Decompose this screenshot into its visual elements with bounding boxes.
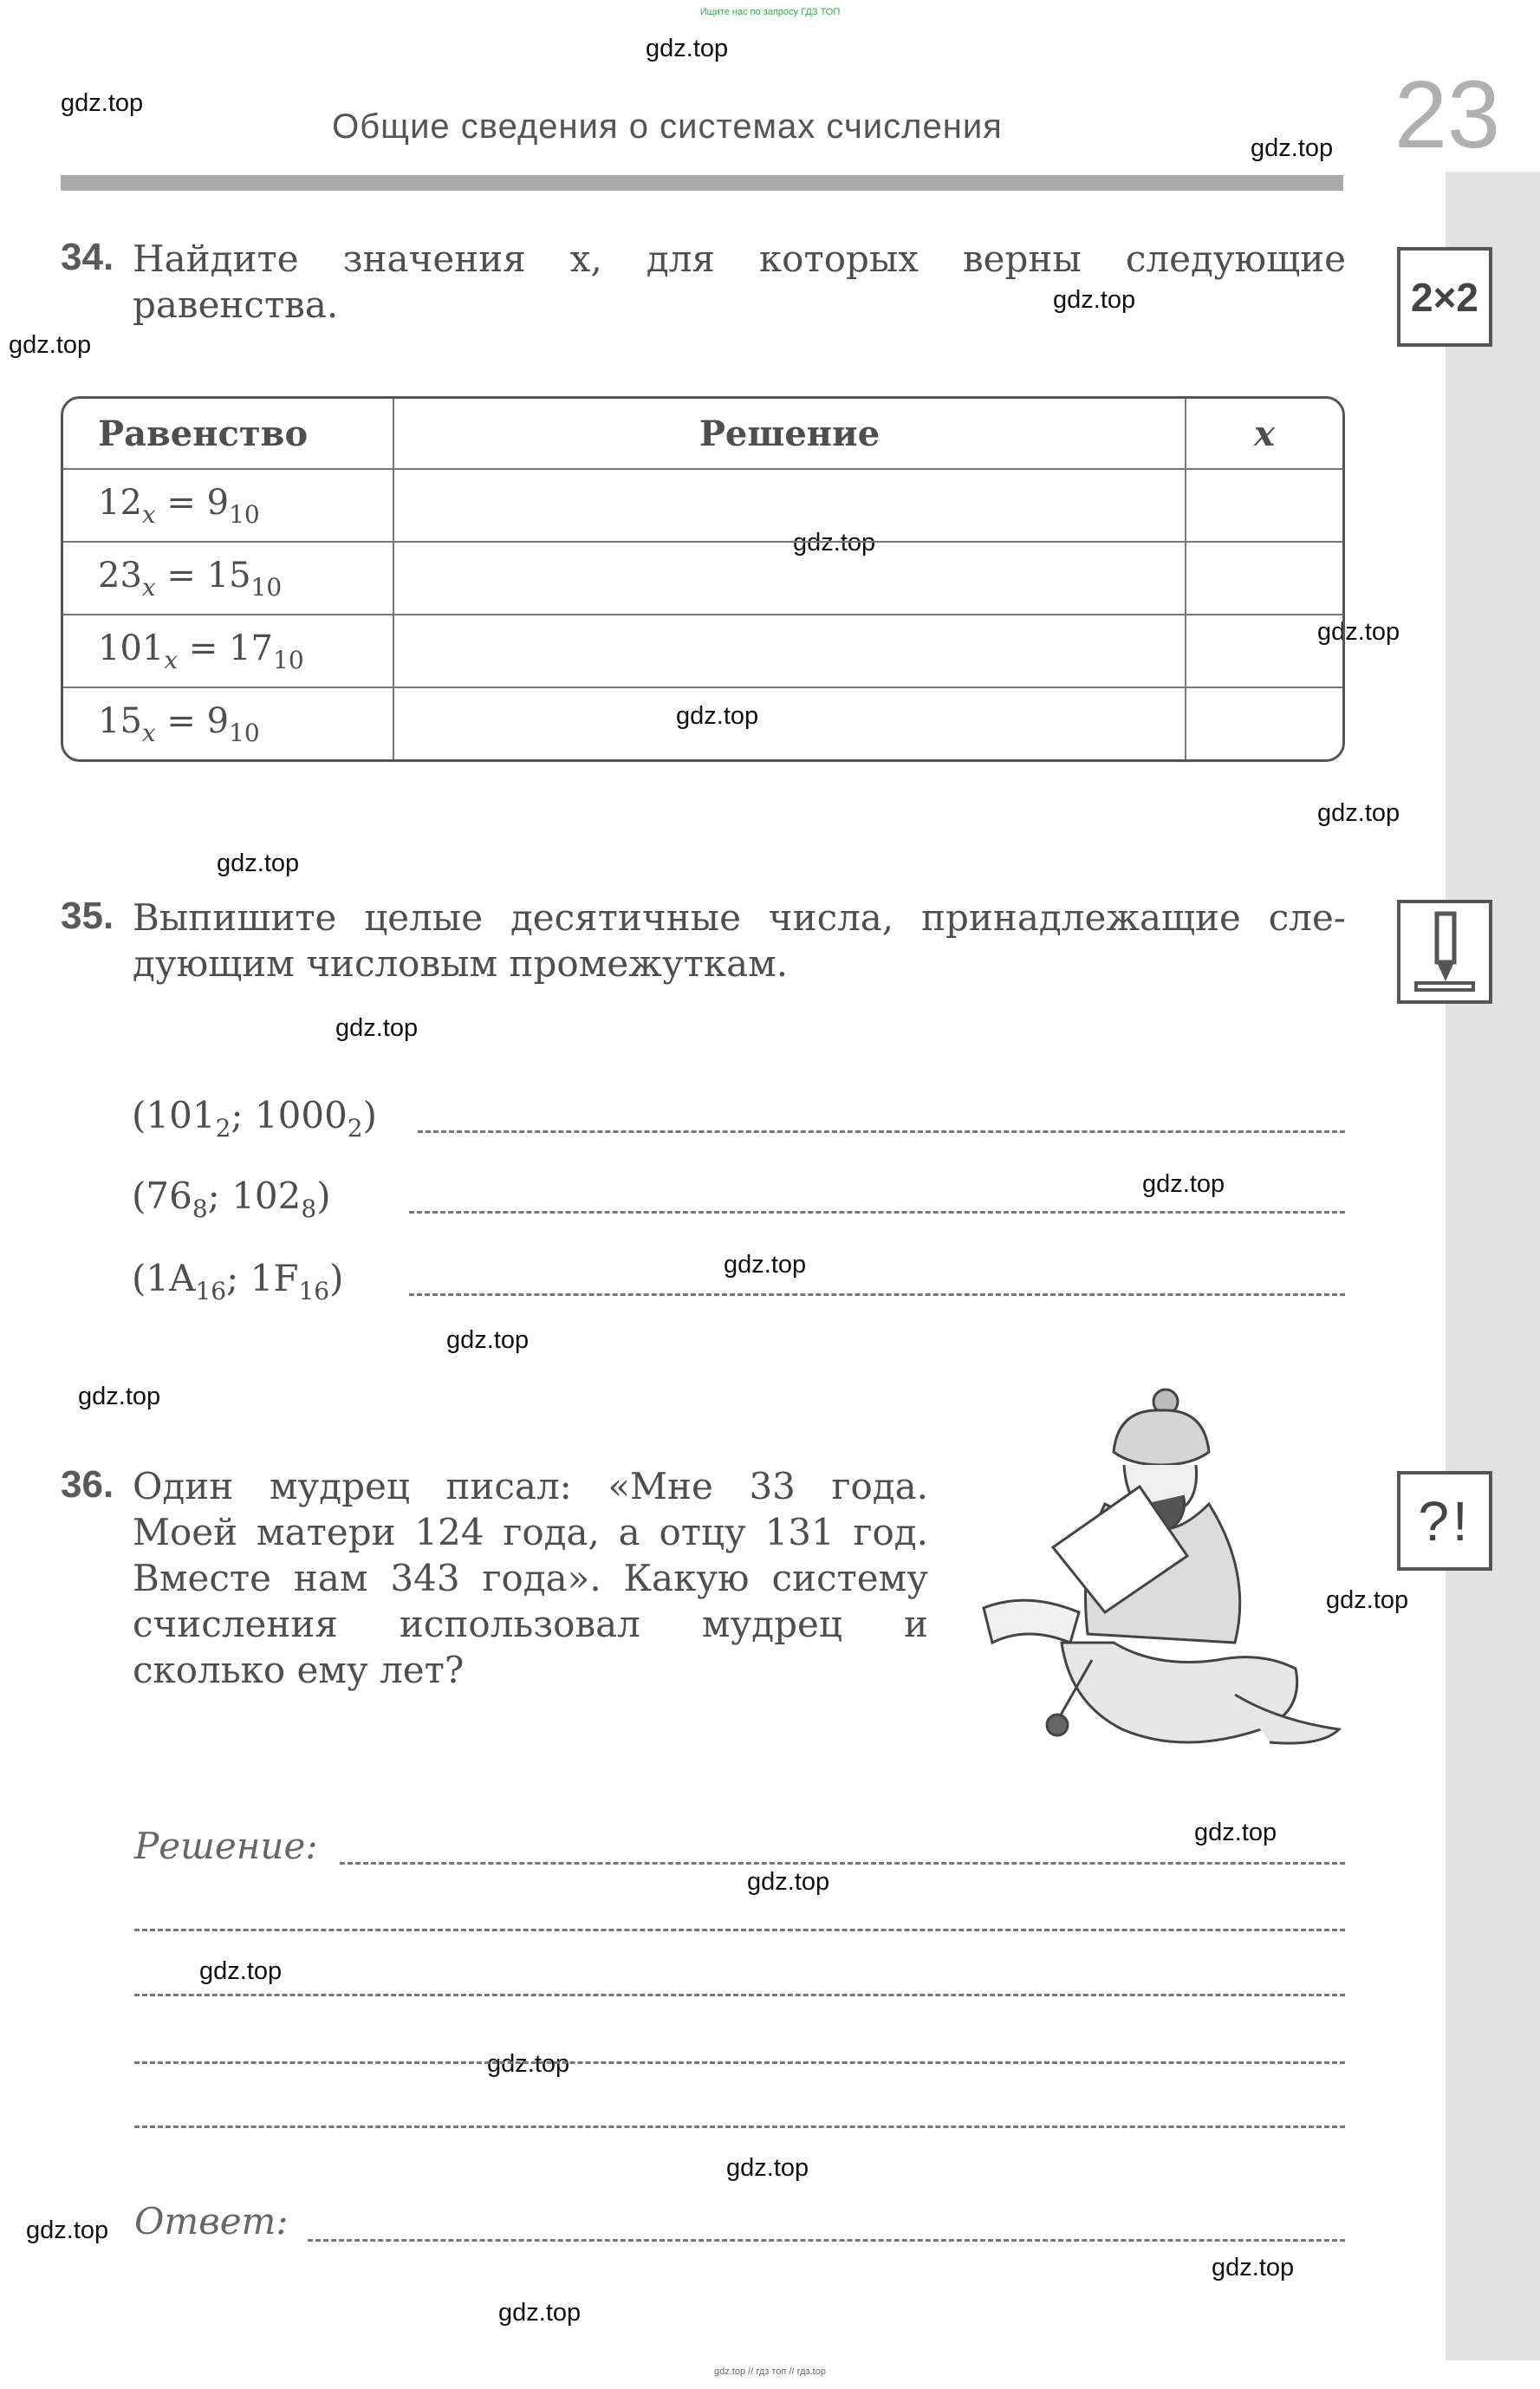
watermark: gdz.top (724, 1251, 807, 1279)
watermark: gdz.top (446, 1326, 530, 1354)
page-number: 23 (1394, 62, 1501, 168)
watermark: gdz.top (335, 1014, 419, 1042)
watermark: gdz.top (1212, 2254, 1295, 2282)
interval-row (132, 1094, 1345, 1146)
watermark: gdz.top (646, 35, 729, 62)
header-divider (61, 175, 1343, 191)
sage-illustration (975, 1383, 1356, 1781)
page-title: Общие сведения о системах счисления (332, 107, 1003, 146)
column-header-equality: Равенство (63, 399, 394, 470)
watermark: gdz.top (9, 331, 92, 359)
task-36-text-line: Один мудрец писал: «Мне 33 года. (133, 1465, 928, 1507)
watermark: gdz.top (1251, 134, 1334, 162)
solution-line[interactable] (134, 1994, 1345, 1996)
watermark: gdz.top (487, 2050, 570, 2078)
watermark: gdz.top (1194, 1819, 1277, 1846)
task-35-text-line2: дующим числовым промежуткам. (133, 942, 789, 985)
task-35-text-line1: Выпишите целые десятичные числа, принадлежащие сле- (133, 896, 1346, 939)
watermark: gdz.top (1142, 1170, 1225, 1198)
pencil-icon (1397, 900, 1492, 1004)
top-promo-text[interactable]: Ищите нас по запросу ГДЗ ТОП (699, 7, 841, 17)
watermark: gdz.top (793, 529, 876, 557)
solution-line[interactable] (340, 1862, 1345, 1865)
task-36-text-line: Моей матери 124 года, а отцу 131 год. (133, 1511, 928, 1553)
equality-cell: $15_x = 9_{10}$ (63, 688, 394, 759)
answer-line[interactable] (409, 1211, 1345, 1214)
watermark: gdz.top (1317, 618, 1400, 646)
interval-label: ($1A_{16}$; $1F_{16}$) (132, 1257, 344, 1305)
solution-cell[interactable] (394, 470, 1186, 543)
x-cell[interactable] (1186, 688, 1342, 759)
x-cell[interactable] (1186, 470, 1342, 543)
solution-line[interactable] (134, 2125, 1345, 2128)
equations-table (61, 396, 1345, 762)
watermark: gdz.top (61, 89, 144, 117)
watermark: gdz.top (199, 1957, 283, 1985)
watermark: gdz.top (1317, 799, 1400, 827)
solution-line[interactable] (134, 1929, 1345, 1931)
answer-line[interactable] (308, 2239, 1345, 2242)
task-34-text-line2: равенства. (133, 283, 339, 326)
answer-line[interactable] (418, 1130, 1345, 1133)
table-row (63, 543, 1342, 615)
column-header-solution: Решение (394, 399, 1186, 470)
interval-row (132, 1257, 1345, 1309)
watermark: gdz.top (498, 2299, 582, 2327)
bottom-links[interactable]: gdz.top // гдз топ // гдз.top (714, 2366, 826, 2377)
watermark: gdz.top (1326, 1586, 1409, 1614)
watermark: gdz.top (78, 1383, 161, 1410)
watermark: gdz.top (747, 1868, 830, 1896)
watermark: gdz.top (217, 849, 300, 877)
solution-cell[interactable] (394, 688, 1186, 759)
table-header-row (63, 399, 1342, 470)
column-header-x: x (1186, 399, 1342, 470)
equality-cell: $23_x = 15_{10}$ (63, 543, 394, 615)
calculator-icon: 2×2 (1397, 247, 1492, 347)
interval-label: ($76_8$; $102_8$) (132, 1175, 331, 1223)
solution-line[interactable] (134, 2061, 1345, 2064)
right-margin-band (1446, 172, 1540, 2360)
watermark: gdz.top (726, 2154, 809, 2182)
solution-cell[interactable] (394, 615, 1186, 688)
watermark: gdz.top (1053, 286, 1136, 314)
solution-label: Решение: (134, 1825, 318, 1867)
task-34-number: 34. (61, 236, 114, 278)
table-row (63, 615, 1342, 688)
x-cell[interactable] (1186, 543, 1342, 615)
answer-label: Ответ: (134, 2200, 289, 2243)
answer-line[interactable] (409, 1293, 1345, 1296)
interval-row (132, 1175, 1345, 1227)
puzzle-icon: ?! (1397, 1471, 1492, 1571)
watermark: gdz.top (676, 702, 759, 730)
task-36-text-line: счисления использовал мудрец и (133, 1603, 928, 1645)
task-36-text-line: сколько ему лет? (133, 1649, 465, 1691)
task-35-number: 35. (61, 895, 114, 937)
equality-cell: $12_x = 9_{10}$ (63, 470, 394, 543)
task-36-number: 36. (61, 1463, 114, 1506)
interval-label: ($101_2$; $1000_2$) (132, 1094, 378, 1142)
equality-cell: $101_x = 17_{10}$ (63, 615, 394, 688)
task-36-text-line: Вместе нам 343 года». Какую систему (133, 1557, 928, 1599)
solution-cell[interactable] (394, 543, 1186, 615)
watermark: gdz.top (26, 2216, 109, 2244)
table-row (63, 688, 1342, 759)
table-row (63, 470, 1342, 543)
x-cell[interactable] (1186, 615, 1342, 688)
task-34-text-line1: Найдите значения x, для которых верны следующие (133, 238, 1346, 280)
